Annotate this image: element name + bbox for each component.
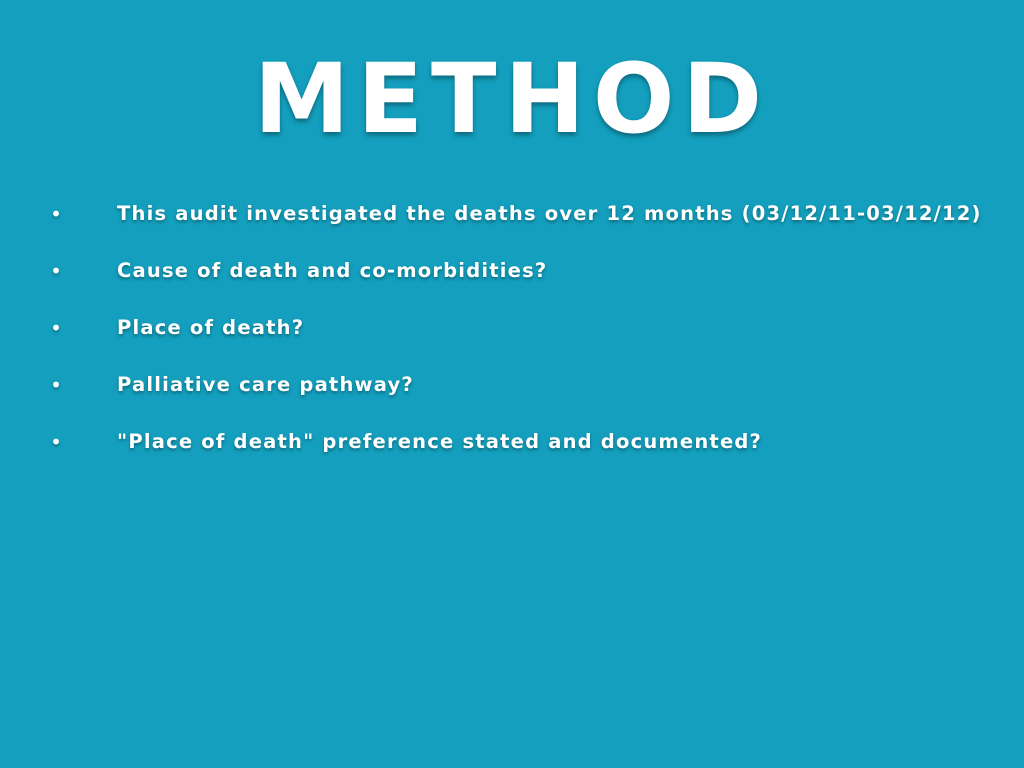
bullet-icon: • <box>50 316 62 340</box>
bullet-icon: • <box>50 259 62 283</box>
bullet-icon: • <box>50 202 62 226</box>
bullet-icon: • <box>50 373 62 397</box>
bullet-item <box>0 196 1024 253</box>
bullet-item <box>0 424 1024 481</box>
bullet-text: "Place of death" preference stated and documented? <box>117 430 763 453</box>
bullet-text: Palliative care pathway? <box>117 373 414 396</box>
bullet-icon: • <box>50 430 62 454</box>
bullet-text: Cause of death and co-morbidities? <box>117 259 548 282</box>
bullet-item <box>0 253 1024 310</box>
bullet-text: Place of death? <box>117 316 305 339</box>
bullet-item <box>0 310 1024 367</box>
slide-title: METHOD <box>253 43 771 155</box>
bullet-item <box>0 367 1024 424</box>
bullet-text: This audit investigated the deaths over 12 months (03/12/11-03/12/12) <box>117 202 982 225</box>
bullet-list <box>0 196 1024 481</box>
